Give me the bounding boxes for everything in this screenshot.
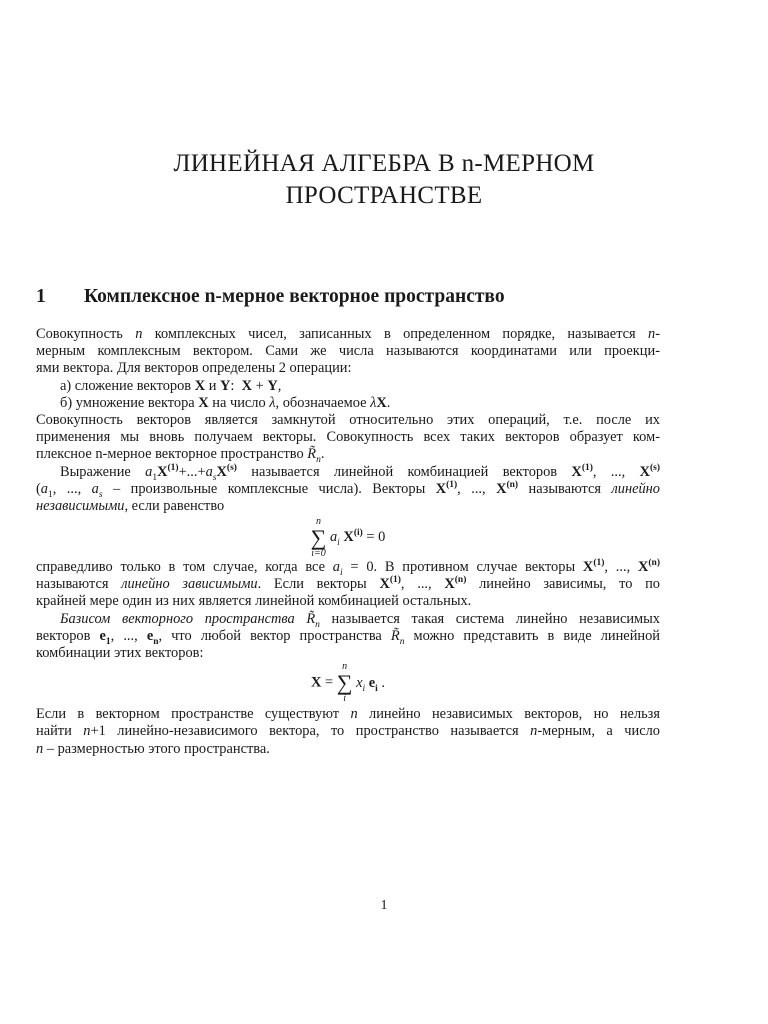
- text-line: Если в векторном пространстве существуют n линейно независимых векторов, но нельзя: [36, 706, 660, 723]
- page-number: 1: [380, 898, 388, 913]
- section-title: Комплексное n-мерное векторное пространство: [84, 286, 505, 307]
- text-line: n – размерностью этого пространства.: [36, 740, 270, 757]
- text-line: Совокупность векторов является замкнутой относительно этих операций, т.е. после их: [36, 411, 660, 428]
- text-line: плексное n-мерное векторное пространство $R̃_n$.: [36, 446, 325, 466]
- text-line: б) умножение вектора X на число λ, обозначаемое λX.: [60, 394, 391, 411]
- text-line: найти n+1 линейно-независимого вектора, то пространство называется n-мерным, а число: [36, 723, 660, 740]
- text-line: а) сложение векторов X и Y: X + Y,: [60, 377, 282, 394]
- sum-symbol: n ∑ i=0: [310, 516, 327, 560]
- text-line: независимыми, если равенство: [36, 497, 225, 514]
- text-line: крайней мере один из них является линейной комбинацией остальных.: [36, 593, 472, 610]
- title-line-1: ЛИНЕЙНАЯ АЛГЕБРА В n-МЕРНОМ: [173, 150, 595, 177]
- text-line: применения мы вновь получаем векторы. Совокупность всех таких векторов образует ком-: [36, 429, 660, 446]
- text-line: векторов $e_1$, ..., $e_n$, что любой вектор пространства $R̃_n$ можно представить в виде линейной: [36, 627, 660, 647]
- section-body: [36, 326, 660, 758]
- equation-linear-independence: n ∑ i=0 $a_i$ $X^{(i)} = 0$: [310, 516, 386, 560]
- text-line: справедливо только в том случае, когда все $a_i = 0$. В противном случае векторы $X^{(1)}$, ..., $X^{(n)}$: [36, 558, 660, 578]
- text-line: Выражение $a_1X^{(1)}+...+a_sX^{(s)}$ называется линейной комбинацией векторов $X^{(1)}$, ..., $X^{(s)}$: [60, 462, 660, 483]
- equation-basis-expansion: X = n ∑ i $x_i$ $e_i$ .: [311, 661, 385, 705]
- text-line: Базисом векторного пространства $R̃_n$ называется такая система линейно независимых: [60, 610, 660, 630]
- text-line: ($a_1$, ..., $a_s$ – произвольные комплексные числа). Векторы $X^{(1)}$, ..., $X^{(n)}$ называются линейно: [36, 479, 660, 500]
- text-line: комбинации этих векторов:: [36, 645, 204, 661]
- text-line: мерным комплексным вектором. Сами же числа называются координатами или проекци-: [36, 343, 660, 360]
- page-title: [60, 148, 708, 212]
- text-line: ями вектора. Для векторов определены 2 операции:: [36, 360, 352, 377]
- text-line: Совокупность n комплексных чисел, записанных в определенном порядке, называется n-: [36, 326, 660, 342]
- sum-symbol: n ∑ i: [336, 661, 353, 705]
- title-line-2: ПРОСТРАНСТВЕ: [285, 182, 483, 209]
- section-heading: [36, 286, 736, 308]
- text-line: называются линейно зависимыми. Если векторы $X^{(1)}$, ..., $X^{(n)}$ линейно зависимы, то по: [36, 575, 661, 593]
- section-number: 1: [36, 286, 46, 307]
